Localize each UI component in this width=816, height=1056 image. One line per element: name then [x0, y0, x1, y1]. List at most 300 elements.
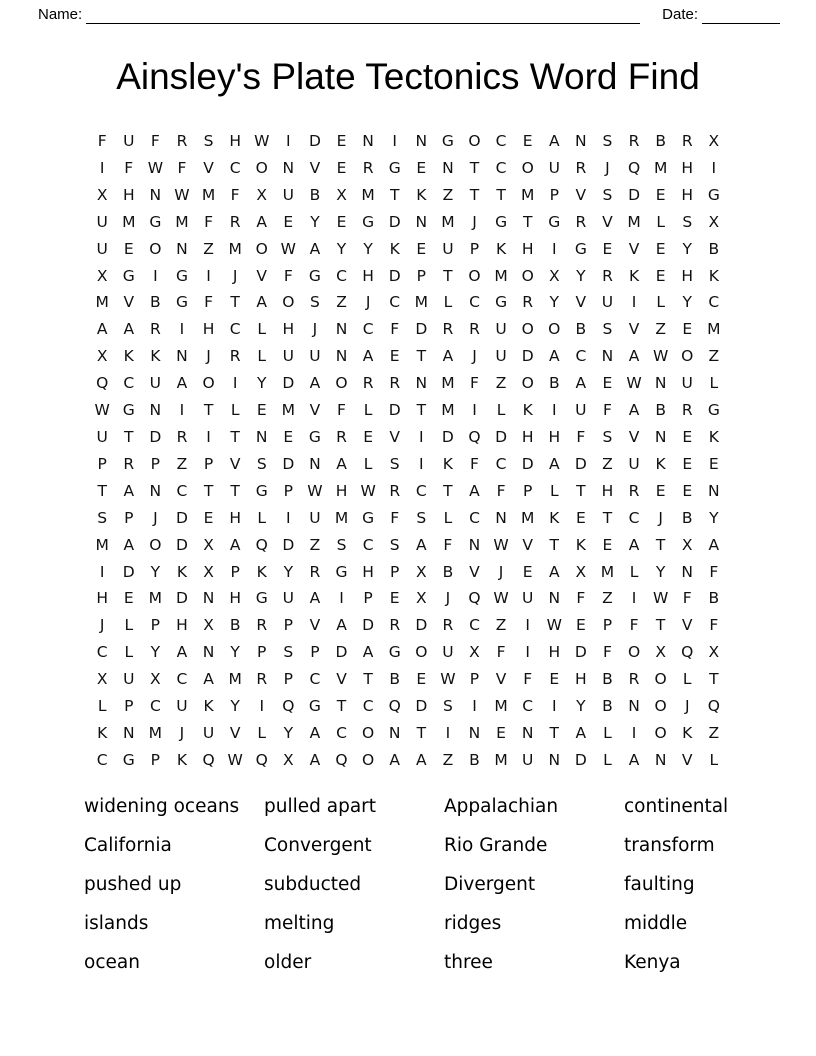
- word-list-item[interactable]: subducted: [264, 873, 362, 895]
- letter-cell[interactable]: B: [602, 697, 613, 716]
- word-list-item[interactable]: faulting: [624, 873, 695, 895]
- letter-cell[interactable]: G: [707, 185, 720, 204]
- letter-cell[interactable]: O: [654, 670, 667, 689]
- letter-cell[interactable]: E: [575, 616, 586, 635]
- letter-cell[interactable]: F: [496, 481, 506, 500]
- letter-cell[interactable]: F: [337, 401, 346, 420]
- letter-cell[interactable]: S: [310, 293, 320, 312]
- letter-cell[interactable]: H: [335, 481, 348, 500]
- letter-cell[interactable]: C: [389, 293, 401, 312]
- letter-cell[interactable]: K: [495, 239, 507, 258]
- letter-cell[interactable]: M: [707, 320, 721, 339]
- letter-cell[interactable]: K: [389, 239, 400, 258]
- letter-cell[interactable]: H: [96, 589, 108, 608]
- word-list-item[interactable]: Kenya: [624, 951, 681, 973]
- letter-cell[interactable]: O: [149, 535, 162, 554]
- letter-cell[interactable]: U: [202, 723, 215, 742]
- letter-cell[interactable]: J: [179, 723, 185, 742]
- letter-cell[interactable]: L: [709, 750, 719, 769]
- letter-cell[interactable]: D: [415, 697, 428, 716]
- letter-cell[interactable]: M: [228, 239, 242, 258]
- letter-cell[interactable]: P: [230, 562, 240, 581]
- letter-cell[interactable]: T: [124, 427, 134, 446]
- letter-cell[interactable]: P: [469, 239, 480, 258]
- letter-cell[interactable]: B: [655, 401, 666, 420]
- letter-cell[interactable]: Y: [363, 239, 373, 258]
- letter-cell[interactable]: U: [548, 158, 560, 177]
- letter-cell[interactable]: A: [628, 347, 640, 366]
- letter-cell[interactable]: D: [521, 347, 534, 366]
- letter-cell[interactable]: R: [469, 320, 480, 339]
- letter-cell[interactable]: R: [628, 670, 640, 689]
- letter-cell[interactable]: S: [602, 320, 613, 339]
- letter-cell[interactable]: C: [628, 508, 640, 527]
- letter-cell[interactable]: R: [123, 454, 135, 473]
- letter-cell[interactable]: W: [546, 616, 562, 635]
- letter-cell[interactable]: A: [309, 750, 321, 769]
- letter-cell[interactable]: A: [309, 723, 321, 742]
- letter-cell[interactable]: E: [283, 212, 294, 231]
- letter-cell[interactable]: N: [176, 239, 188, 258]
- letter-cell[interactable]: S: [97, 508, 108, 527]
- letter-cell[interactable]: F: [496, 643, 506, 662]
- letter-cell[interactable]: O: [202, 374, 215, 393]
- letter-cell[interactable]: V: [389, 427, 400, 446]
- letter-cell[interactable]: P: [390, 562, 400, 581]
- letter-cell[interactable]: N: [548, 750, 561, 769]
- word-list-item[interactable]: three: [444, 951, 493, 973]
- letter-cell[interactable]: T: [549, 723, 559, 742]
- letter-cell[interactable]: C: [362, 535, 374, 554]
- letter-cell[interactable]: W: [254, 132, 270, 150]
- letter-cell[interactable]: C: [575, 347, 587, 366]
- letter-cell[interactable]: V: [628, 239, 640, 258]
- letter-cell[interactable]: D: [388, 212, 401, 231]
- letter-cell[interactable]: Y: [283, 723, 294, 742]
- word-list-item[interactable]: Divergent: [444, 873, 536, 895]
- letter-cell[interactable]: Y: [682, 293, 692, 312]
- letter-cell[interactable]: Y: [336, 239, 347, 258]
- letter-cell[interactable]: K: [522, 401, 533, 420]
- letter-cell[interactable]: R: [256, 670, 268, 689]
- letter-cell[interactable]: R: [336, 427, 347, 446]
- letter-cell[interactable]: M: [520, 508, 535, 527]
- letter-cell[interactable]: S: [602, 185, 613, 204]
- letter-cell[interactable]: H: [122, 185, 135, 204]
- letter-cell[interactable]: F: [470, 454, 479, 473]
- letter-cell[interactable]: I: [392, 132, 397, 150]
- letter-cell[interactable]: X: [256, 185, 268, 204]
- letter-cell[interactable]: X: [96, 347, 108, 366]
- letter-cell[interactable]: A: [336, 616, 347, 635]
- letter-cell[interactable]: Z: [708, 347, 720, 366]
- letter-cell[interactable]: O: [255, 239, 268, 258]
- letter-cell[interactable]: E: [655, 481, 666, 500]
- letter-cell[interactable]: K: [682, 723, 693, 742]
- letter-cell[interactable]: E: [602, 239, 613, 258]
- letter-cell[interactable]: Z: [495, 374, 507, 393]
- letter-cell[interactable]: F: [177, 158, 187, 177]
- letter-cell[interactable]: A: [256, 293, 268, 312]
- letter-cell[interactable]: E: [575, 508, 586, 527]
- letter-cell[interactable]: C: [336, 723, 347, 742]
- letter-cell[interactable]: G: [362, 508, 375, 527]
- letter-cell[interactable]: M: [228, 670, 242, 689]
- letter-cell[interactable]: O: [282, 293, 295, 312]
- letter-cell[interactable]: B: [655, 132, 666, 150]
- letter-cell[interactable]: M: [122, 212, 136, 231]
- letter-cell[interactable]: C: [469, 616, 480, 635]
- letter-cell[interactable]: P: [150, 616, 161, 635]
- letter-cell[interactable]: A: [575, 374, 587, 393]
- letter-cell[interactable]: O: [149, 239, 162, 258]
- letter-cell[interactable]: N: [282, 158, 295, 177]
- letter-cell[interactable]: U: [495, 347, 507, 366]
- letter-cell[interactable]: J: [312, 320, 318, 339]
- letter-cell[interactable]: F: [390, 508, 400, 527]
- letter-cell[interactable]: Q: [282, 697, 295, 716]
- letter-cell[interactable]: F: [150, 132, 160, 150]
- letter-cell[interactable]: D: [495, 427, 508, 446]
- letter-cell[interactable]: R: [362, 158, 374, 177]
- letter-cell[interactable]: U: [309, 347, 321, 366]
- letter-cell[interactable]: Y: [283, 562, 294, 581]
- letter-cell[interactable]: G: [255, 589, 268, 608]
- letter-cell[interactable]: V: [309, 401, 321, 420]
- letter-cell[interactable]: X: [469, 643, 480, 662]
- letter-cell[interactable]: R: [389, 481, 401, 500]
- letter-cell[interactable]: A: [548, 562, 560, 581]
- letter-cell[interactable]: G: [308, 427, 321, 446]
- letter-cell[interactable]: A: [336, 454, 347, 473]
- letter-cell[interactable]: M: [148, 589, 163, 608]
- letter-cell[interactable]: P: [310, 643, 320, 662]
- letter-cell[interactable]: G: [122, 266, 135, 285]
- letter-cell[interactable]: E: [522, 562, 533, 581]
- letter-cell[interactable]: P: [150, 454, 161, 473]
- letter-cell[interactable]: I: [153, 266, 158, 285]
- letter-cell[interactable]: D: [441, 427, 454, 446]
- letter-cell[interactable]: J: [445, 589, 451, 608]
- letter-cell[interactable]: I: [286, 132, 291, 150]
- letter-cell[interactable]: B: [229, 616, 241, 635]
- letter-cell[interactable]: Y: [150, 562, 161, 581]
- letter-cell[interactable]: D: [574, 750, 587, 769]
- letter-cell[interactable]: H: [362, 562, 374, 581]
- letter-cell[interactable]: W: [626, 374, 642, 393]
- letter-cell[interactable]: B: [708, 589, 720, 608]
- letter-cell[interactable]: U: [521, 589, 534, 608]
- letter-cell[interactable]: F: [204, 212, 213, 231]
- letter-cell[interactable]: R: [149, 320, 161, 339]
- letter-cell[interactable]: C: [415, 481, 427, 500]
- letter-cell[interactable]: T: [469, 185, 480, 204]
- letter-cell[interactable]: D: [175, 508, 188, 527]
- letter-cell[interactable]: E: [522, 132, 533, 150]
- letter-cell[interactable]: I: [551, 401, 557, 420]
- letter-cell[interactable]: I: [472, 401, 477, 420]
- letter-cell[interactable]: V: [495, 670, 507, 689]
- letter-cell[interactable]: E: [655, 266, 666, 285]
- letter-cell[interactable]: J: [658, 508, 663, 527]
- letter-cell[interactable]: H: [521, 427, 534, 446]
- letter-cell[interactable]: P: [469, 670, 480, 689]
- letter-cell[interactable]: Y: [682, 239, 692, 258]
- letter-cell[interactable]: H: [681, 185, 694, 204]
- letter-cell[interactable]: C: [362, 697, 374, 716]
- letter-cell[interactable]: E: [682, 427, 693, 446]
- letter-cell[interactable]: J: [206, 347, 211, 366]
- letter-cell[interactable]: S: [442, 697, 453, 716]
- letter-cell[interactable]: E: [416, 239, 427, 258]
- letter-cell[interactable]: W: [94, 401, 110, 420]
- letter-cell[interactable]: V: [123, 293, 135, 312]
- letter-cell[interactable]: Y: [257, 374, 267, 393]
- letter-cell[interactable]: V: [203, 158, 214, 177]
- letter-cell[interactable]: I: [259, 697, 265, 716]
- letter-cell[interactable]: H: [202, 320, 215, 339]
- letter-cell[interactable]: K: [549, 508, 560, 527]
- name-input-line[interactable]: [86, 10, 640, 24]
- letter-cell[interactable]: R: [229, 212, 241, 231]
- letter-cell[interactable]: G: [388, 158, 401, 177]
- letter-cell[interactable]: I: [179, 320, 185, 339]
- letter-cell[interactable]: K: [416, 185, 427, 204]
- letter-cell[interactable]: E: [602, 535, 613, 554]
- letter-cell[interactable]: N: [388, 723, 401, 742]
- letter-cell[interactable]: T: [443, 481, 453, 500]
- letter-cell[interactable]: P: [283, 616, 293, 635]
- letter-cell[interactable]: M: [361, 185, 375, 204]
- letter-cell[interactable]: E: [336, 212, 347, 231]
- letter-cell[interactable]: A: [469, 481, 480, 500]
- letter-cell[interactable]: K: [575, 535, 586, 554]
- letter-cell[interactable]: A: [442, 347, 454, 366]
- letter-cell[interactable]: I: [286, 508, 291, 527]
- letter-cell[interactable]: A: [229, 535, 241, 554]
- letter-cell[interactable]: T: [416, 401, 427, 420]
- letter-cell[interactable]: H: [601, 481, 614, 500]
- letter-cell[interactable]: C: [495, 454, 507, 473]
- letter-cell[interactable]: L: [629, 562, 639, 581]
- letter-cell[interactable]: F: [709, 562, 719, 581]
- letter-cell[interactable]: X: [681, 535, 693, 554]
- letter-cell[interactable]: U: [442, 643, 454, 662]
- letter-cell[interactable]: X: [548, 266, 560, 285]
- letter-cell[interactable]: O: [521, 320, 534, 339]
- letter-cell[interactable]: Y: [230, 643, 240, 662]
- word-list-item[interactable]: widening oceans: [84, 795, 240, 817]
- letter-cell[interactable]: V: [602, 212, 613, 231]
- letter-cell[interactable]: R: [442, 320, 454, 339]
- letter-cell[interactable]: X: [96, 670, 108, 689]
- letter-cell[interactable]: Y: [549, 293, 559, 312]
- letter-cell[interactable]: Y: [576, 266, 586, 285]
- letter-cell[interactable]: T: [443, 266, 453, 285]
- letter-cell[interactable]: E: [416, 670, 427, 689]
- letter-cell[interactable]: F: [97, 132, 107, 150]
- letter-cell[interactable]: G: [495, 293, 508, 312]
- letter-cell[interactable]: N: [521, 723, 534, 742]
- letter-cell[interactable]: N: [415, 374, 428, 393]
- letter-cell[interactable]: H: [521, 239, 534, 258]
- letter-cell[interactable]: R: [229, 347, 241, 366]
- letter-cell[interactable]: L: [496, 401, 506, 420]
- letter-cell[interactable]: N: [335, 347, 348, 366]
- letter-cell[interactable]: P: [124, 697, 134, 716]
- letter-cell[interactable]: A: [256, 212, 268, 231]
- letter-cell[interactable]: E: [682, 454, 693, 473]
- letter-cell[interactable]: G: [707, 401, 720, 420]
- letter-cell[interactable]: T: [549, 535, 559, 554]
- letter-cell[interactable]: N: [309, 454, 321, 473]
- letter-cell[interactable]: K: [97, 723, 108, 742]
- letter-cell[interactable]: A: [309, 374, 321, 393]
- letter-cell[interactable]: R: [362, 374, 374, 393]
- letter-cell[interactable]: T: [576, 481, 586, 500]
- letter-cell[interactable]: T: [363, 670, 373, 689]
- letter-cell[interactable]: Q: [707, 697, 720, 716]
- letter-cell[interactable]: A: [389, 750, 400, 769]
- letter-cell[interactable]: J: [153, 508, 158, 527]
- letter-cell[interactable]: N: [654, 750, 667, 769]
- letter-cell[interactable]: Z: [655, 320, 666, 339]
- letter-cell[interactable]: F: [523, 670, 533, 689]
- letter-cell[interactable]: B: [389, 670, 401, 689]
- letter-cell[interactable]: V: [575, 293, 587, 312]
- letter-cell[interactable]: I: [711, 158, 717, 177]
- letter-cell[interactable]: C: [469, 293, 480, 312]
- letter-cell[interactable]: Z: [309, 535, 321, 554]
- letter-cell[interactable]: X: [336, 185, 347, 204]
- letter-cell[interactable]: A: [123, 535, 135, 554]
- letter-cell[interactable]: P: [203, 454, 214, 473]
- letter-cell[interactable]: A: [123, 481, 135, 500]
- letter-cell[interactable]: B: [548, 374, 560, 393]
- letter-cell[interactable]: A: [309, 239, 321, 258]
- letter-cell[interactable]: X: [415, 589, 427, 608]
- letter-cell[interactable]: D: [388, 266, 401, 285]
- letter-cell[interactable]: E: [655, 239, 666, 258]
- letter-cell[interactable]: Y: [709, 508, 719, 527]
- letter-cell[interactable]: V: [256, 266, 268, 285]
- letter-cell[interactable]: B: [602, 670, 613, 689]
- letter-cell[interactable]: E: [549, 670, 560, 689]
- letter-cell[interactable]: A: [123, 320, 135, 339]
- letter-cell[interactable]: T: [602, 508, 613, 527]
- letter-cell[interactable]: O: [654, 723, 667, 742]
- letter-cell[interactable]: R: [522, 293, 534, 312]
- letter-cell[interactable]: A: [708, 535, 720, 554]
- letter-cell[interactable]: G: [441, 132, 454, 150]
- letter-cell[interactable]: P: [549, 185, 559, 204]
- letter-cell[interactable]: D: [122, 562, 135, 581]
- letter-cell[interactable]: R: [389, 616, 401, 635]
- letter-cell[interactable]: T: [230, 293, 240, 312]
- letter-cell[interactable]: T: [416, 347, 427, 366]
- letter-cell[interactable]: Z: [176, 454, 188, 473]
- letter-cell[interactable]: C: [309, 670, 321, 689]
- letter-cell[interactable]: M: [520, 185, 535, 204]
- letter-cell[interactable]: N: [468, 535, 481, 554]
- letter-cell[interactable]: Z: [602, 589, 613, 608]
- letter-cell[interactable]: Y: [576, 697, 586, 716]
- letter-cell[interactable]: M: [627, 212, 641, 231]
- letter-cell[interactable]: Q: [255, 535, 268, 554]
- letter-cell[interactable]: C: [229, 320, 241, 339]
- letter-cell[interactable]: T: [416, 723, 427, 742]
- letter-cell[interactable]: N: [708, 481, 720, 500]
- letter-cell[interactable]: I: [631, 723, 637, 742]
- letter-cell[interactable]: R: [389, 374, 401, 393]
- letter-cell[interactable]: C: [522, 697, 534, 716]
- letter-cell[interactable]: I: [525, 643, 530, 662]
- letter-cell[interactable]: M: [494, 750, 508, 769]
- letter-cell[interactable]: T: [655, 616, 666, 635]
- letter-cell[interactable]: O: [335, 374, 348, 393]
- word-list-item[interactable]: ridges: [444, 912, 502, 934]
- letter-cell[interactable]: T: [469, 158, 480, 177]
- letter-cell[interactable]: N: [202, 643, 215, 662]
- letter-cell[interactable]: U: [123, 670, 135, 689]
- letter-cell[interactable]: K: [655, 454, 666, 473]
- letter-cell[interactable]: U: [282, 347, 294, 366]
- letter-cell[interactable]: D: [175, 535, 188, 554]
- letter-cell[interactable]: M: [441, 212, 455, 231]
- letter-cell[interactable]: L: [124, 643, 134, 662]
- letter-cell[interactable]: Y: [310, 212, 320, 231]
- letter-cell[interactable]: D: [175, 589, 188, 608]
- letter-cell[interactable]: E: [655, 185, 666, 204]
- letter-cell[interactable]: O: [468, 266, 481, 285]
- letter-cell[interactable]: O: [468, 132, 481, 150]
- letter-cell[interactable]: M: [494, 266, 508, 285]
- letter-cell[interactable]: L: [257, 508, 267, 527]
- letter-cell[interactable]: P: [283, 481, 293, 500]
- letter-cell[interactable]: P: [257, 643, 267, 662]
- letter-cell[interactable]: C: [495, 158, 507, 177]
- letter-cell[interactable]: M: [494, 697, 508, 716]
- letter-cell[interactable]: A: [96, 320, 108, 339]
- letter-cell[interactable]: I: [419, 454, 424, 473]
- letter-cell[interactable]: T: [203, 401, 214, 420]
- letter-cell[interactable]: D: [574, 643, 587, 662]
- letter-cell[interactable]: H: [176, 616, 188, 635]
- letter-cell[interactable]: Q: [627, 158, 641, 177]
- letter-cell[interactable]: N: [255, 427, 268, 446]
- letter-cell[interactable]: X: [415, 562, 427, 581]
- letter-cell[interactable]: E: [203, 508, 214, 527]
- letter-cell[interactable]: I: [419, 427, 424, 446]
- letter-cell[interactable]: N: [149, 481, 162, 500]
- letter-cell[interactable]: E: [283, 427, 294, 446]
- letter-cell[interactable]: G: [574, 239, 587, 258]
- word-list-item[interactable]: transform: [624, 834, 715, 856]
- letter-cell[interactable]: S: [416, 508, 427, 527]
- letter-cell[interactable]: Q: [335, 750, 348, 769]
- letter-cell[interactable]: Q: [96, 374, 109, 393]
- letter-cell[interactable]: A: [415, 750, 427, 769]
- letter-cell[interactable]: P: [97, 454, 107, 473]
- letter-cell[interactable]: N: [495, 508, 507, 527]
- letter-cell[interactable]: E: [602, 374, 613, 393]
- letter-cell[interactable]: U: [521, 750, 534, 769]
- letter-cell[interactable]: F: [230, 185, 240, 204]
- letter-cell[interactable]: U: [282, 185, 294, 204]
- letter-cell[interactable]: X: [708, 643, 720, 662]
- letter-cell[interactable]: H: [548, 427, 561, 446]
- letter-cell[interactable]: C: [362, 320, 374, 339]
